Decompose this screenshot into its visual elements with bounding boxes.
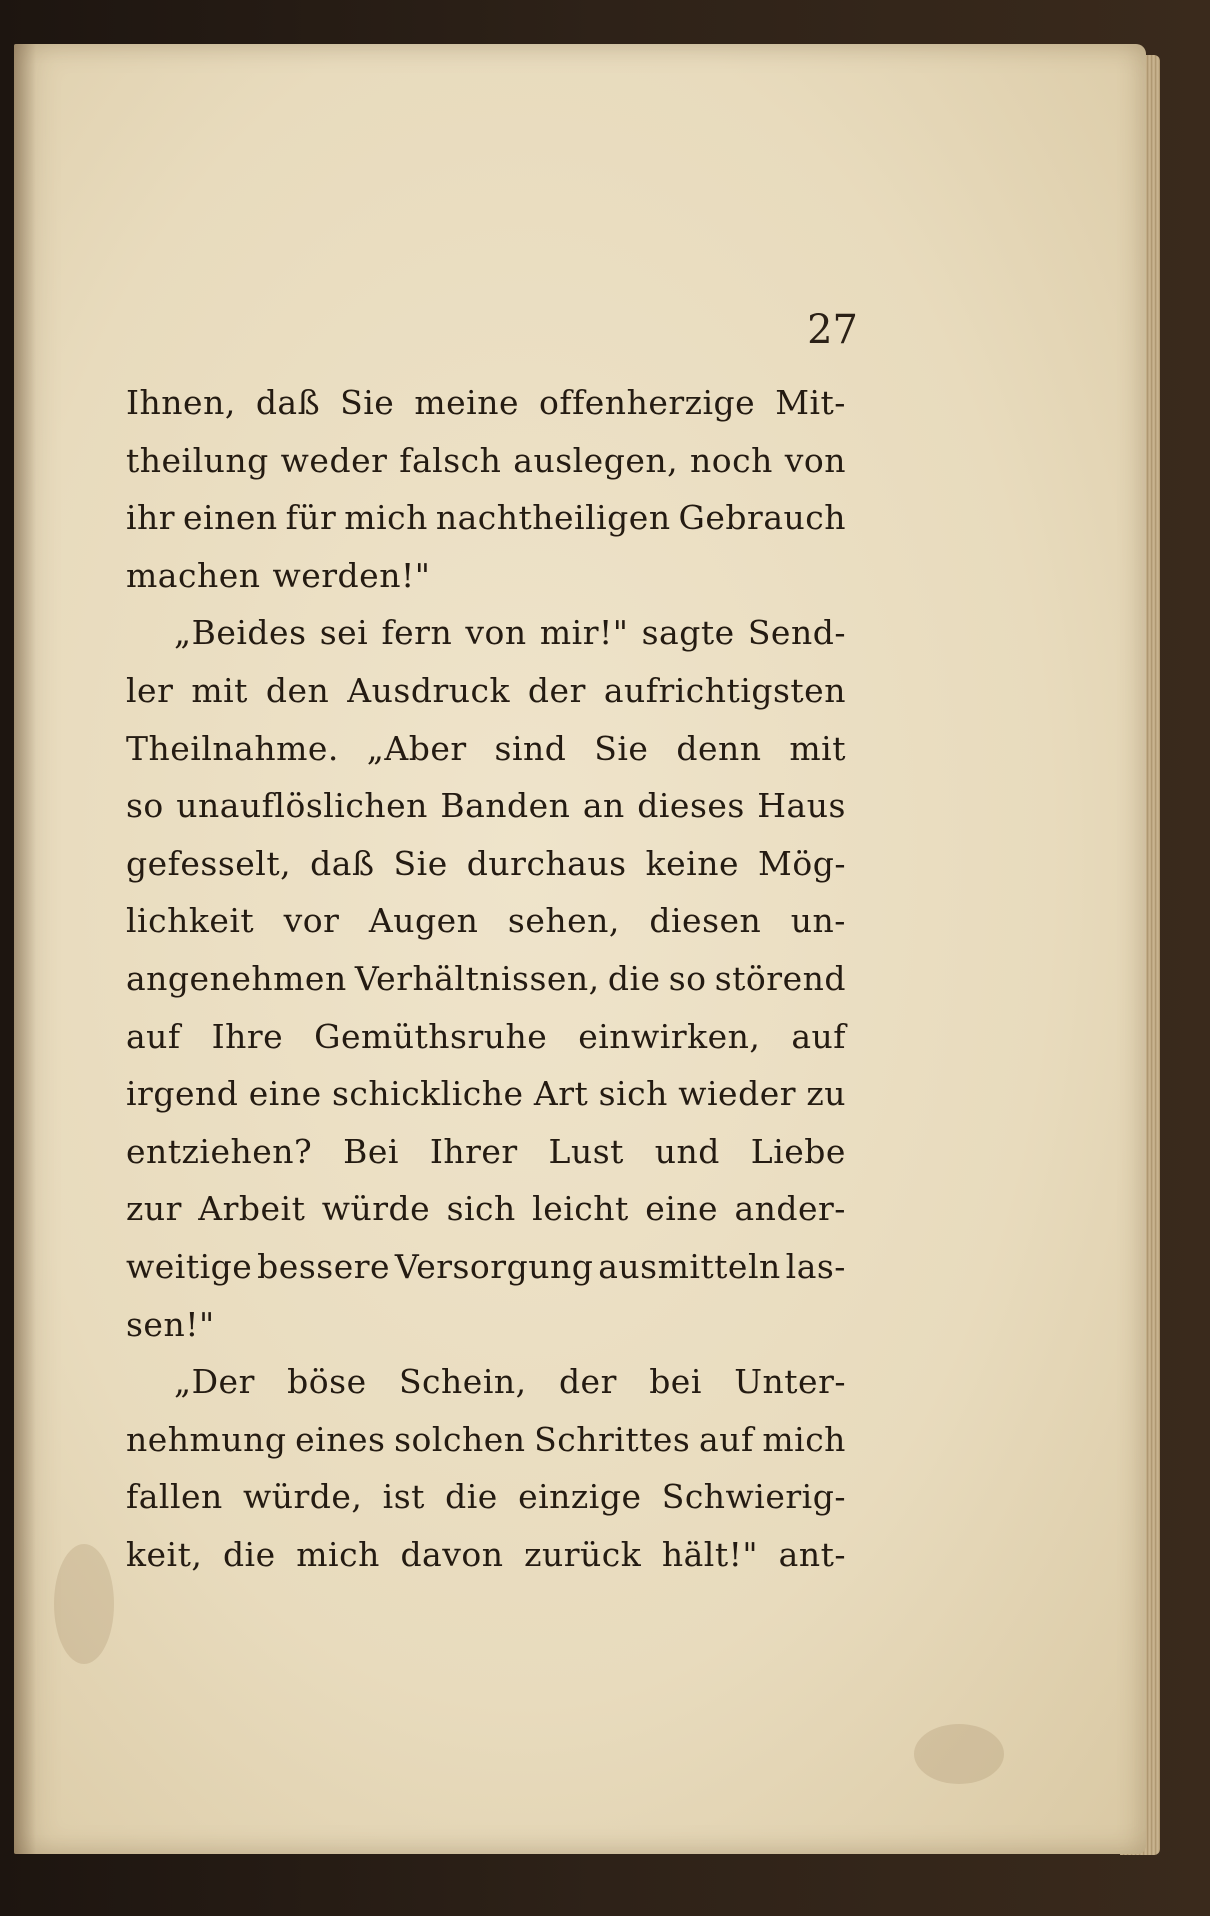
text-word: sagte [641, 613, 735, 653]
text-line [126, 1238, 846, 1296]
text-word: einen [183, 498, 278, 538]
text-word: bessere [257, 1246, 391, 1286]
text-word: auf [699, 1419, 754, 1459]
text-word: fallen [126, 1477, 223, 1517]
text-word: der [527, 670, 586, 710]
text-word: Mög- [758, 843, 846, 883]
text-word: Gemüthsruhe [314, 1016, 548, 1056]
text-word: keine [645, 843, 739, 883]
text-word: ist [382, 1477, 425, 1517]
text-word: Schein, [398, 1362, 527, 1402]
text-line [126, 720, 846, 778]
text-word: Sie [340, 383, 395, 422]
text-line [126, 1526, 846, 1584]
text-word: diesen [649, 901, 762, 941]
text-word: Haus [757, 786, 846, 826]
text-word: ler [126, 670, 174, 710]
text-word: von [784, 440, 846, 480]
text-word: Augen [368, 901, 479, 941]
text-word: Liebe [750, 1131, 846, 1171]
text-word: Schrittes [534, 1419, 691, 1459]
text-word: noch [689, 440, 773, 480]
text-word: denn [676, 728, 762, 768]
text-word: ausmitteln [598, 1246, 781, 1286]
text-word: die [222, 1534, 276, 1574]
text-word: leicht [532, 1189, 629, 1229]
text-word: nehmung [126, 1419, 287, 1459]
text-word: irgend [126, 1074, 239, 1114]
text-word: mit [191, 670, 248, 710]
text-word: keit, [126, 1534, 203, 1574]
text-word: Art [533, 1074, 589, 1114]
text-word: fern [381, 613, 453, 653]
text-word: sehen, [507, 901, 620, 941]
text-word: davon [400, 1534, 504, 1574]
text-word: auf [126, 1016, 181, 1056]
text-word: wieder [678, 1074, 796, 1114]
text-word: sen!" [126, 1304, 215, 1344]
text-word: für [285, 498, 337, 538]
text-word: weder [280, 440, 388, 480]
text-word: und [654, 1131, 720, 1171]
text-line [126, 835, 846, 893]
text-word: den [265, 670, 330, 710]
text-word: zur [126, 1189, 182, 1229]
text-line [126, 662, 846, 720]
text-word: durchaus [466, 843, 627, 883]
text-word: „Beides [174, 613, 307, 653]
text-word: bei [649, 1362, 702, 1402]
text-word: Sie [594, 728, 649, 768]
text-word: von [465, 613, 527, 653]
text-word: theilung [126, 440, 269, 480]
text-word: Ausdruck [347, 670, 510, 710]
text-word: Schwierig- [661, 1477, 846, 1517]
text-word: mich [762, 1419, 846, 1459]
text-word: mit [789, 728, 846, 768]
text-word: mir!" [539, 613, 629, 653]
text-word: daß [310, 843, 375, 883]
text-word: vor [283, 901, 340, 941]
text-word: sei [319, 613, 369, 653]
text-word: offenherzige [538, 383, 756, 422]
text-line [126, 950, 846, 1008]
text-word: „Aber [366, 728, 467, 768]
text-word: entziehen? [126, 1131, 313, 1171]
text-word: auslegen, [513, 440, 679, 480]
text-word: eine [645, 1189, 719, 1229]
text-word: solchen [394, 1419, 526, 1459]
text-word: aufrichtigsten [603, 670, 846, 710]
paper-stain [914, 1724, 1004, 1784]
text-word: Theilnahme. [126, 728, 339, 768]
text-word: machen [126, 555, 261, 595]
text-word: auf [791, 1016, 846, 1056]
text-word: „Der [174, 1362, 255, 1402]
text-word: Unter- [734, 1362, 846, 1402]
text-line [126, 1468, 846, 1526]
text-word: der [558, 1362, 617, 1402]
text-word: die [445, 1477, 498, 1517]
text-word: hält!" [661, 1534, 759, 1574]
text-word: sich [446, 1189, 516, 1229]
text-line [126, 374, 846, 432]
text-line [126, 604, 846, 662]
text-word: die [607, 958, 661, 998]
text-word: Versorgung [394, 1246, 594, 1286]
paper-stain [54, 1544, 114, 1664]
text-word: so [668, 958, 707, 998]
text-line [126, 1353, 846, 1411]
text-line [126, 489, 846, 547]
text-word: einzige [518, 1477, 642, 1517]
text-word: ant- [778, 1534, 846, 1574]
text-word: nachtheiligen [435, 498, 671, 538]
text-line [126, 1008, 846, 1066]
text-line [126, 1180, 846, 1238]
text-word: sich [598, 1074, 668, 1114]
text-line [126, 1123, 846, 1181]
text-word: Gebrauch [678, 498, 846, 538]
text-line [126, 777, 846, 835]
text-word: würde [321, 1189, 431, 1229]
page-gutter [14, 44, 36, 1854]
text-word: Mit- [775, 383, 846, 422]
text-word: einwirken, [578, 1016, 761, 1056]
text-word: Ihrer [429, 1131, 518, 1171]
text-line [126, 1296, 846, 1354]
text-line [126, 432, 846, 490]
text-word: mich [344, 498, 428, 538]
text-word: angenehmen [126, 958, 347, 998]
text-word: falsch [399, 440, 502, 480]
text-line [126, 892, 846, 950]
text-word: daß [255, 383, 321, 422]
text-word: Arbeit [198, 1189, 306, 1229]
text-word: Verhältnissen, [354, 958, 600, 998]
text-word: gefesselt, [126, 843, 292, 883]
text-word: störend [714, 958, 846, 998]
text-word: las- [785, 1246, 846, 1286]
text-word: zu [806, 1074, 846, 1114]
text-word: böse [287, 1362, 367, 1402]
text-line [126, 1411, 846, 1469]
text-word: zurück [524, 1534, 642, 1574]
text-word: ander- [734, 1189, 846, 1229]
text-word: Sie [393, 843, 448, 883]
text-word: unauflöslichen [176, 786, 428, 826]
book-page [14, 44, 1146, 1854]
text-word: an [582, 786, 625, 826]
text-word: ihr [126, 498, 176, 538]
page-number: 27 [807, 307, 858, 353]
text-line [126, 547, 846, 605]
text-word: so [126, 786, 164, 826]
text-word: würde, [243, 1477, 363, 1517]
text-word: un- [790, 901, 846, 941]
text-word: Lust [548, 1131, 624, 1171]
text-word: schickliche [331, 1074, 524, 1114]
text-word: Ihre [211, 1016, 284, 1056]
text-word: Banden [440, 786, 571, 826]
text-word: mich [296, 1534, 380, 1574]
text-word: werden!" [272, 555, 431, 595]
text-word: meine [414, 383, 519, 422]
text-word: Send- [747, 613, 846, 653]
body-text [126, 374, 846, 1583]
text-word: weitige [126, 1246, 253, 1286]
text-word: sind [494, 728, 567, 768]
text-word: Ihnen, [126, 383, 236, 422]
text-line [126, 1065, 846, 1123]
text-word: eine [248, 1074, 322, 1114]
text-word: lichkeit [126, 901, 255, 941]
text-word: eines [295, 1419, 386, 1459]
text-word: Bei [343, 1131, 399, 1171]
text-word: dieses [637, 786, 745, 826]
